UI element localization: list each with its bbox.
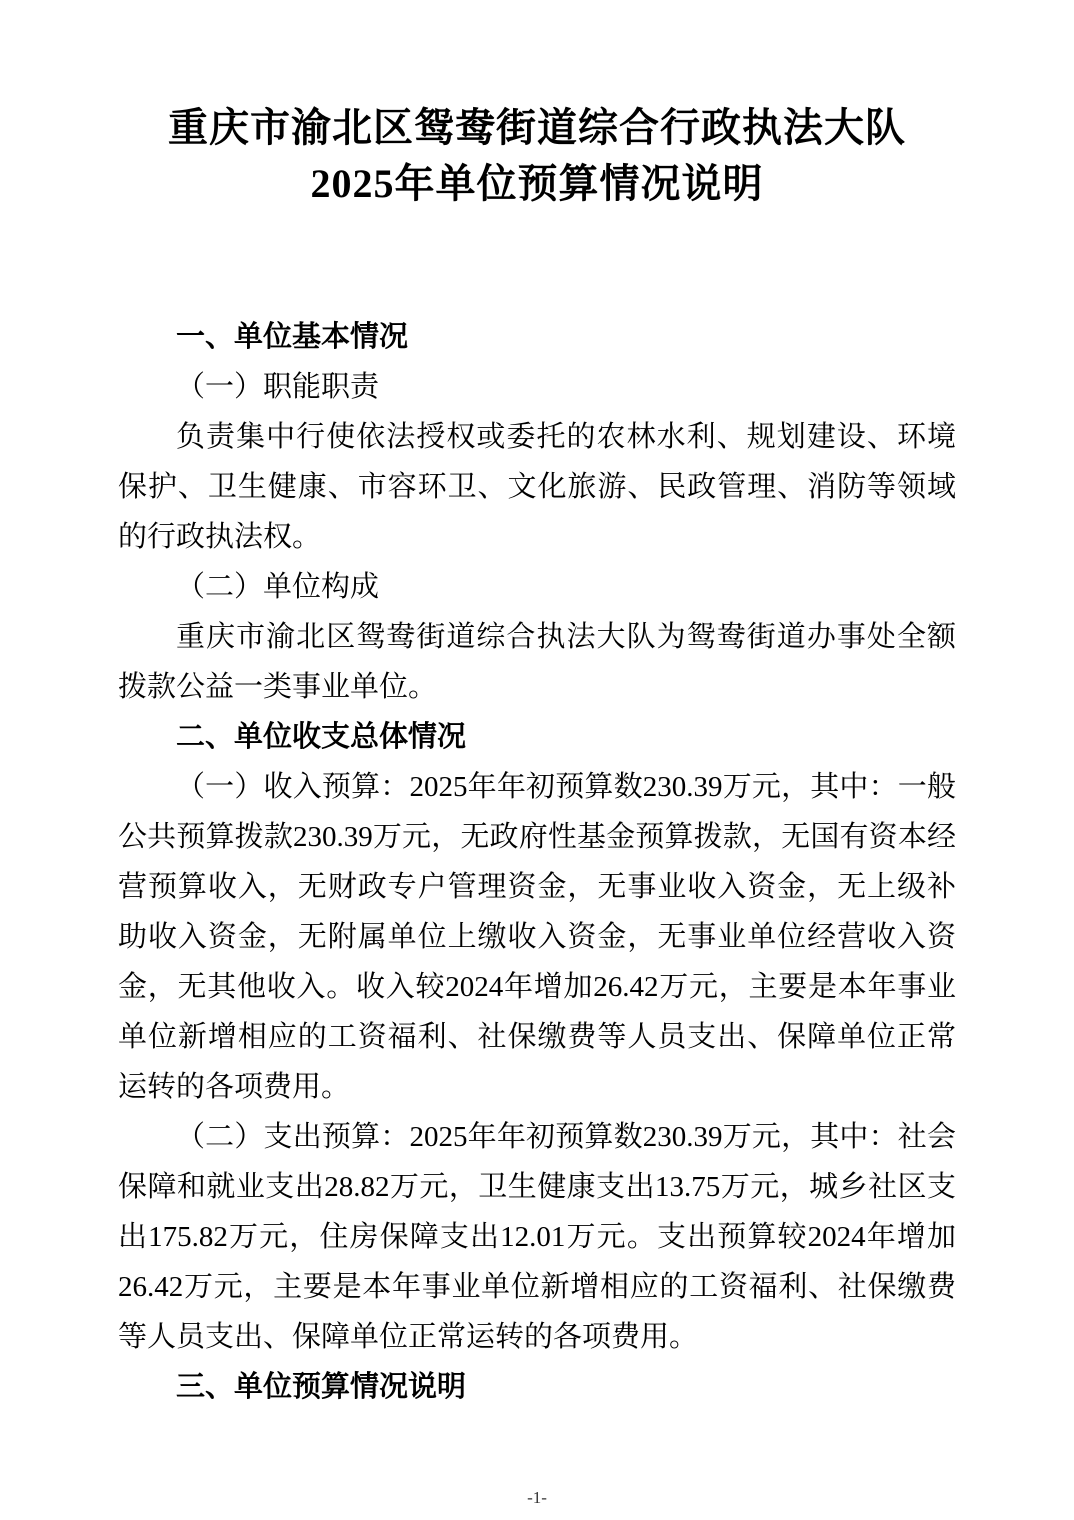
section-heading-budget-explanation: 三、单位预算情况说明	[176, 1371, 467, 1403]
paragraph-unit-composition: 重庆市渝北区鸳鸯街道综合执法大队为鸳鸯街道办事处全额拨款公益一类事业单位。	[118, 621, 956, 703]
paragraph-expenditure-budget: （二）支出预算：2025年年初预算数230.39万元，其中：社会保障和就业支出28.82万元，卫生健康支出13.75万元，城乡社区支出175.82万元，住房保障支出12.01万元。支出预算较2024年增加26.42万元，主要是本年事业单位新增相应的工资福利、社保缴费等人员支出、保障单位正常运转的各项费用。	[118, 1121, 956, 1353]
title-line-1: 重庆市渝北区鸳鸯街道综合行政执法大队	[168, 105, 906, 150]
paragraph-duties: 负责集中行使依法授权或委托的农林水利、规划建设、环境保护、卫生健康、市容环卫、文化旅游、民政管理、消防等领域的行政执法权。	[118, 421, 956, 553]
paragraph-income-budget: （一）收入预算：2025年年初预算数230.39万元，其中：一般公共预算拨款230.39万元，无政府性基金预算拨款，无国有资本经营预算收入，无财政专户管理资金，无事业收入资金，无上级补助收入资金，无附属单位上缴收入资金，无事业单位经营收入资金，无其他收入。收入较2024年增加26.42万元，主要是本年事业单位新增相应的工资福利、社保缴费等人员支出、保障单位正常运转的各项费用。	[118, 771, 956, 1103]
document-body	[118, 312, 956, 1412]
title-line-2: 2025年单位预算情况说明	[310, 161, 764, 206]
document-title	[0, 100, 1074, 212]
page-number: -1-	[527, 1488, 547, 1507]
subsection-heading-unit-composition: （二）单位构成	[176, 571, 380, 603]
section-heading-revenue-expenditure: 二、单位收支总体情况	[176, 721, 467, 753]
section-heading-unit-basic-info: 一、单位基本情况	[176, 321, 409, 353]
subsection-heading-duties: （一）职能职责	[176, 371, 380, 403]
